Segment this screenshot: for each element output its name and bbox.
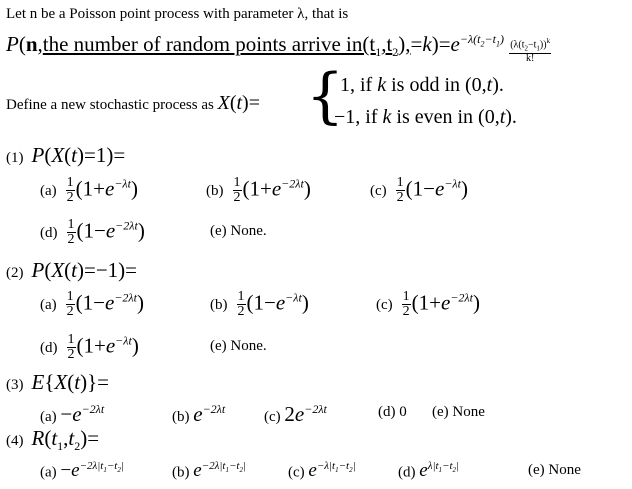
q2-option-b[interactable]: (b) $\frac{1}{2}$ $(1-e^{-\lambda t})$: [210, 289, 309, 319]
definition-text: Define a new stochastic process as X(t)=: [6, 92, 260, 114]
intro-line: Let n be a Poisson point process with parameter λ, that is: [6, 6, 349, 22]
question-1-stem: (1) P(X(t)=1)=: [6, 143, 126, 167]
q4-option-b[interactable]: (b) $e^{-2\lambda|t_1-t_2|}$: [172, 460, 246, 482]
q1-option-b[interactable]: (b) $\frac{1}{2}$ $(1+e^{-2\lambda t})$: [206, 175, 311, 205]
case-brace: {: [306, 61, 345, 131]
poisson-formula: P(n,the number of random points arrive $in(t_1,t_2),=k)=e^{-\lambda(t_2-t_1)}$ $\frac{(\lambda(t_2-t_1))^k}{k!}$: [6, 32, 551, 64]
case-even: −1, if k is even in (0,t).: [334, 106, 517, 128]
q4-option-e[interactable]: (e) None: [528, 462, 581, 478]
q3-option-c[interactable]: (c) $2e^{-2\lambda t}$: [264, 402, 327, 426]
q4-option-a[interactable]: $(a) -e^{-2\lambda|t_1-t_2|}$: [40, 460, 124, 482]
q2-option-e[interactable]: (e) None.: [210, 338, 267, 354]
q3-option-a[interactable]: $(a) -e^{-2\lambda t}$: [40, 402, 105, 426]
q2-option-c[interactable]: (c) $\frac{1}{2}$ $(1+e^{-2\lambda t})$: [376, 289, 480, 319]
question-3-stem: (3) E{X(t)}=: [6, 370, 110, 394]
q1-option-d[interactable]: (d) $\frac{1}{2}$ $(1-e^{-2\lambda t})$: [40, 217, 145, 247]
question-2-stem: (2) P(X(t)=−1)=: [6, 258, 138, 282]
q3-option-e[interactable]: (e) None: [432, 404, 485, 420]
question-4-stem: (4) $R(t_1,t_2)=$: [6, 426, 100, 454]
q2-option-a[interactable]: (a) $\frac{1}{2}$ $(1-e^{-2\lambda t})$: [40, 289, 144, 319]
q1-option-e[interactable]: (e) None.: [210, 223, 267, 239]
q1-option-c[interactable]: (c) $\frac{1}{2}$ $(1-e^{-\lambda t})$: [370, 175, 468, 205]
q2-option-d[interactable]: (d) $\frac{1}{2}$ $(1+e^{-\lambda t})$: [40, 332, 139, 362]
q1-option-a[interactable]: (a) $\frac{1}{2}$ $(1+e^{-\lambda t})$: [40, 175, 138, 205]
case-odd: 1, if k is odd in (0,t).: [340, 74, 504, 96]
q4-option-c[interactable]: (c) $e^{-\lambda|t_1-t_2|}$: [288, 460, 356, 482]
q4-option-d[interactable]: (d) $e^{\lambda|t_1-t_2|}$: [398, 460, 460, 482]
q3-option-d[interactable]: (d) 0: [378, 404, 407, 420]
q3-option-b[interactable]: (b) $e^{-2\lambda t}$: [172, 402, 226, 426]
